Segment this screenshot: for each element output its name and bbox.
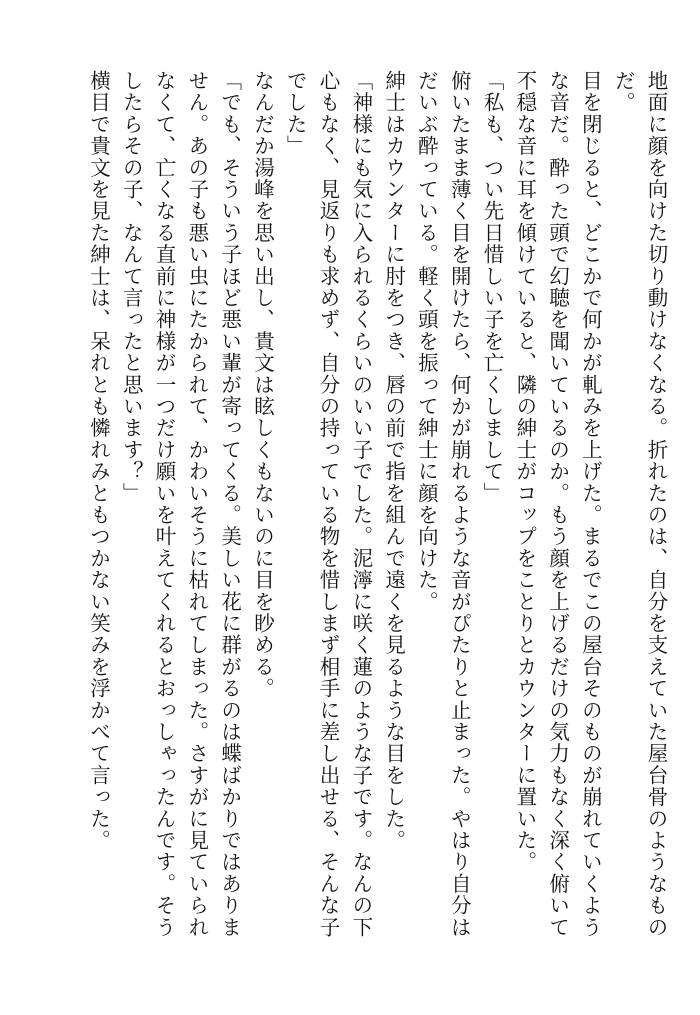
paragraph: 「でも、そういう子ほど悪い輩が寄ってくる。美しい花に群がるのは蝶ばかりではありません。あの子も悪い虫にたかられて、かわいそうに枯れてしまった。さすがに見ていられなくて、亡くなる直前に神様が一つだけ願いを叶えてくれるとおっしゃったんです。そうしたらその子、なんて言ったと思います？」	[119, 70, 242, 939]
paragraph: 俯いたまま薄く目を開けたら、何かが崩れるような音がぴたりと止まった。やはり自分はだいぶ酔っている。軽く頭を振って紳士に顔を向けた。	[414, 70, 472, 938]
paragraph: なんだか湯峰を思い出し、貴文は眩しくもないのに目を眇める。	[250, 70, 275, 700]
paragraph: 「私も、つい先日惜しい子を亡くしまして」	[480, 70, 505, 504]
paragraph: 紳士はカウンターに肘をつき、唇の前で指を組んで遠くを見るような目をした。	[381, 70, 406, 852]
paragraph: 目を閉じると、どこかで何かが軋みを上げた。まるでこの屋台そのものが崩れていくような音だ。酔った頭で幻聴を聞いているのか。もう顔を上げるだけの気力もなく深く俯いて不穏な音に耳を傾けていると、隣の紳士がコップをことりとカウンターに置いた。	[512, 70, 603, 938]
vertical-text-body	[22, 70, 672, 950]
paragraph: 横目で貴文を見た紳士は、呆れとも憐れみともつかない笑みを浮かべて言った。	[86, 70, 111, 852]
paragraph: 「神様にも気に入られるくらいのいい子でした。泥濘に咲く蓮のような子です。なんの下心もなく、見返りも求めず、自分の持っている物を惜しまず相手に差し出せる、そんな子でした」	[283, 70, 373, 938]
paragraph: 地面に顔を向けた切り動けなくなる。折れたのは、自分を支えていた屋台骨のようなものだ。	[611, 70, 668, 938]
